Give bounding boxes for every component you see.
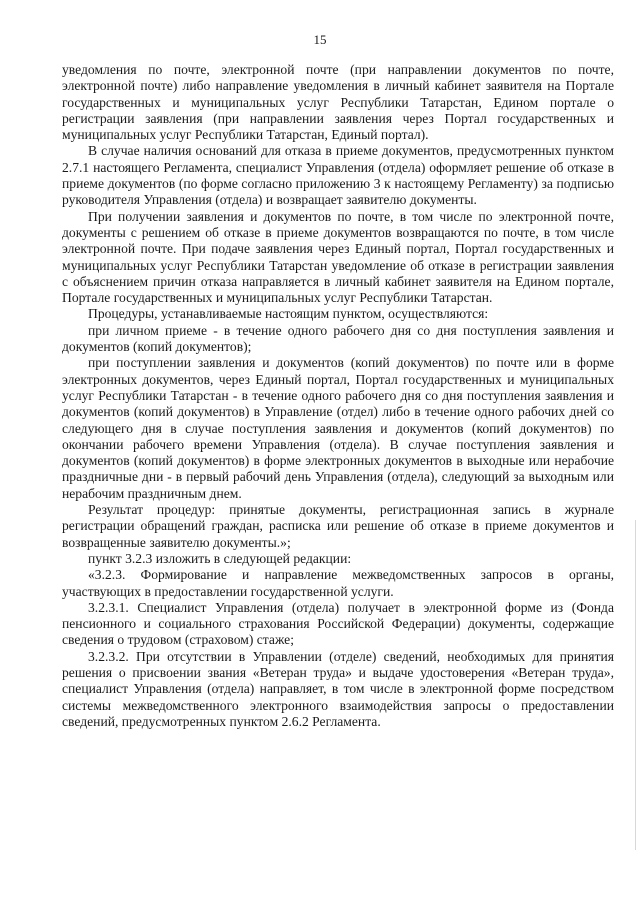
paragraph: при поступлении заявления и документов (копий документов) по почте или в форме электронных документов, через Единый портал, Портал государственных и муниципальных услуг Республики Татарстан - в течение одного рабочего дня со дня поступления заявления и документов (копий документов) в Управление (отдел) либо в течение одного рабочих дней со следующего дня в случае поступления заявления и документов (копий документов) по окончании рабочего времени Управления (отдела). В случае поступления заявления и документов (копий документов) в форме электронных документов в выходные или нерабочие праздничные дни - в первый рабочий день Управления (отдела), следующий за выходным или нерабочим праздничным днем.	[62, 355, 614, 501]
paragraph: при личном приеме - в течение одного рабочего дня со дня поступления заявления и документов (копий документов);	[62, 322, 614, 355]
page-number: 15	[313, 32, 327, 47]
paragraph: При получении заявления и документов по почте, в том числе по электронной почте, документы с решением об отказе в приеме документов возвращаются по почте, в том числе электронной почте. При подаче заявления через Единый портал, Портал государственных и муниципальных услуг Республики Татарстан уведомление об отказе в регистрации заявления с объяснением причин отказа направляется в личный кабинет заявителя на Едином портале, Портале государственных и муниципальных услуг Республики Татарстан.	[62, 208, 614, 306]
paragraph: 3.2.3.1. Специалист Управления (отдела) получает в электронной форме из (Фонда пенсионного и социального страхования Российской Федерации) документы, содержащие сведения о трудовом (страховом) стаже;	[62, 599, 614, 648]
paragraph: пункт 3.2.3 изложить в следующей редакции:	[88, 550, 352, 566]
document-body	[62, 62, 614, 730]
paragraph: Процедуры, устанавливаемые настоящим пунктом, осуществляются:	[88, 306, 489, 322]
paragraph: В случае наличия оснований для отказа в приеме документов, предусмотренных пунктом 2.7.1 настоящего Регламента, специалист Управления (отдела) оформляет решение об отказе в приеме документов (по форме согласно приложению 3 к настоящему Регламенту) за подписью руководителя Управления (отдела) и возвращает заявителю документы.	[62, 143, 614, 208]
paragraph: 3.2.3.2. При отсутствии в Управлении (отделе) сведений, необходимых для принятия решения о присвоении звания «Ветеран труда» и выдаче удостоверения «Ветеран труда», специалист Управления (отдела) направляет, в том числе в электронной форме посредством системы межведомственного электронного взаимодействия запросы о предоставлении сведений, предусмотренных пунктом 2.6.2 Регламента.	[62, 648, 614, 729]
paragraph: уведомления по почте, электронной почте (при направлении документов по почте, электронной почте) либо направление уведомления в личный кабинет заявителя на Портале государственных и муниципальных услуг Республики Татарстан, Едином портале о регистрации заявления (при направлении заявления через Портал государственных и муниципальных услуг Республики Татарстан, Единый портал).	[62, 62, 614, 143]
paragraph: Результат процедур: принятые документы, регистрационная запись в журнале регистрации обращений граждан, расписка или решение об отказе в приеме документов и возвращенные заявителю документы.»;	[62, 502, 614, 550]
paragraph: «3.2.3. Формирование и направление межведомственных запросов в органы, участвующих в предоставлении государственной услуги.	[62, 567, 614, 599]
scan-edge-line	[635, 520, 636, 850]
